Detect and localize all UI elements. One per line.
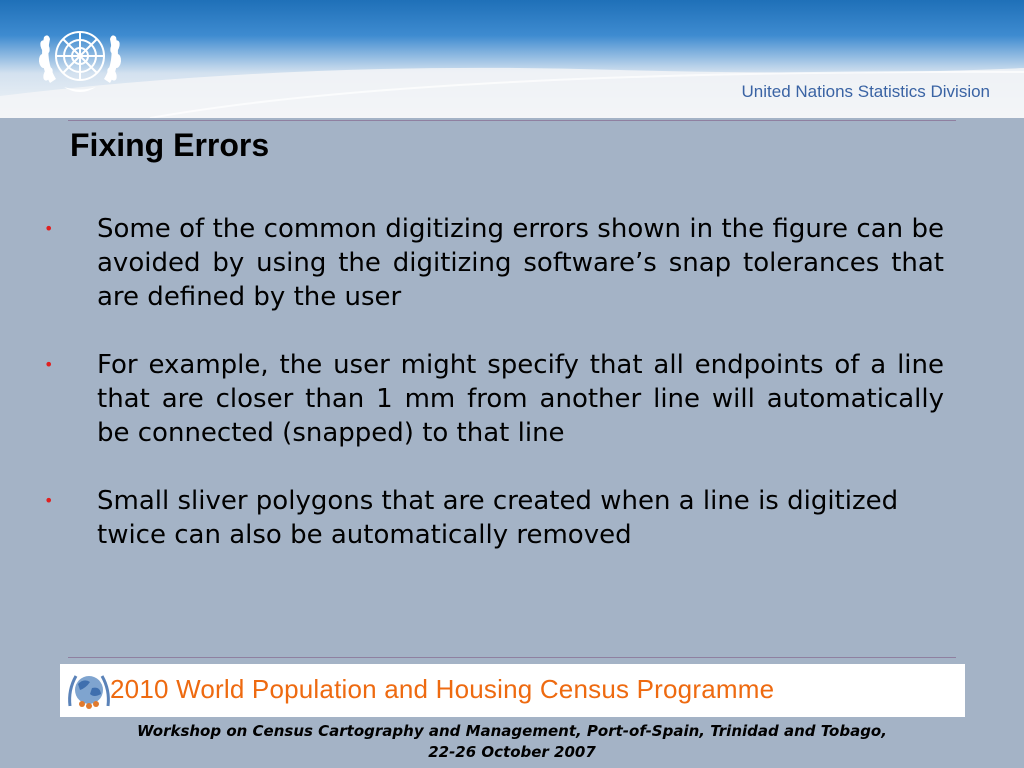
bullet-icon: • bbox=[44, 355, 54, 374]
bullet-list bbox=[40, 212, 944, 586]
census-programme-logo-icon bbox=[66, 668, 112, 712]
un-emblem-icon bbox=[30, 13, 130, 103]
slide-title: Fixing Errors bbox=[70, 127, 270, 163]
footer-caption bbox=[0, 721, 1024, 763]
bullet-icon: • bbox=[44, 491, 54, 510]
footer-line-2: 22-26 October 2007 bbox=[428, 743, 596, 761]
bullet-text: For example, the user might specify that all endpoints of a line that are closer than 1 mm from another line will automatically be connected (snapped) to that line bbox=[97, 350, 944, 448]
top-divider bbox=[68, 120, 956, 121]
bullet-icon: • bbox=[44, 219, 54, 238]
census-programme-title: 2010 World Population and Housing Census Programme bbox=[110, 674, 775, 704]
list-item bbox=[40, 484, 944, 552]
bullet-text: Some of the common digitizing errors shown in the figure can be avoided by using the digitizing software’s snap tolerances that are defined by the user bbox=[97, 214, 944, 312]
organization-name: United Nations Statistics Division bbox=[741, 82, 990, 101]
list-item bbox=[40, 212, 944, 314]
bottom-divider bbox=[68, 657, 956, 658]
slide-header bbox=[0, 0, 1024, 118]
bullet-text: Small sliver polygons that are created when a line is digitized twice can also be automatically removed bbox=[97, 486, 899, 550]
list-item bbox=[40, 348, 944, 450]
footer-line-1: Workshop on Census Cartography and Management, Port-of-Spain, Trinidad and Tobago, bbox=[137, 722, 887, 740]
census-programme-banner bbox=[60, 664, 965, 717]
